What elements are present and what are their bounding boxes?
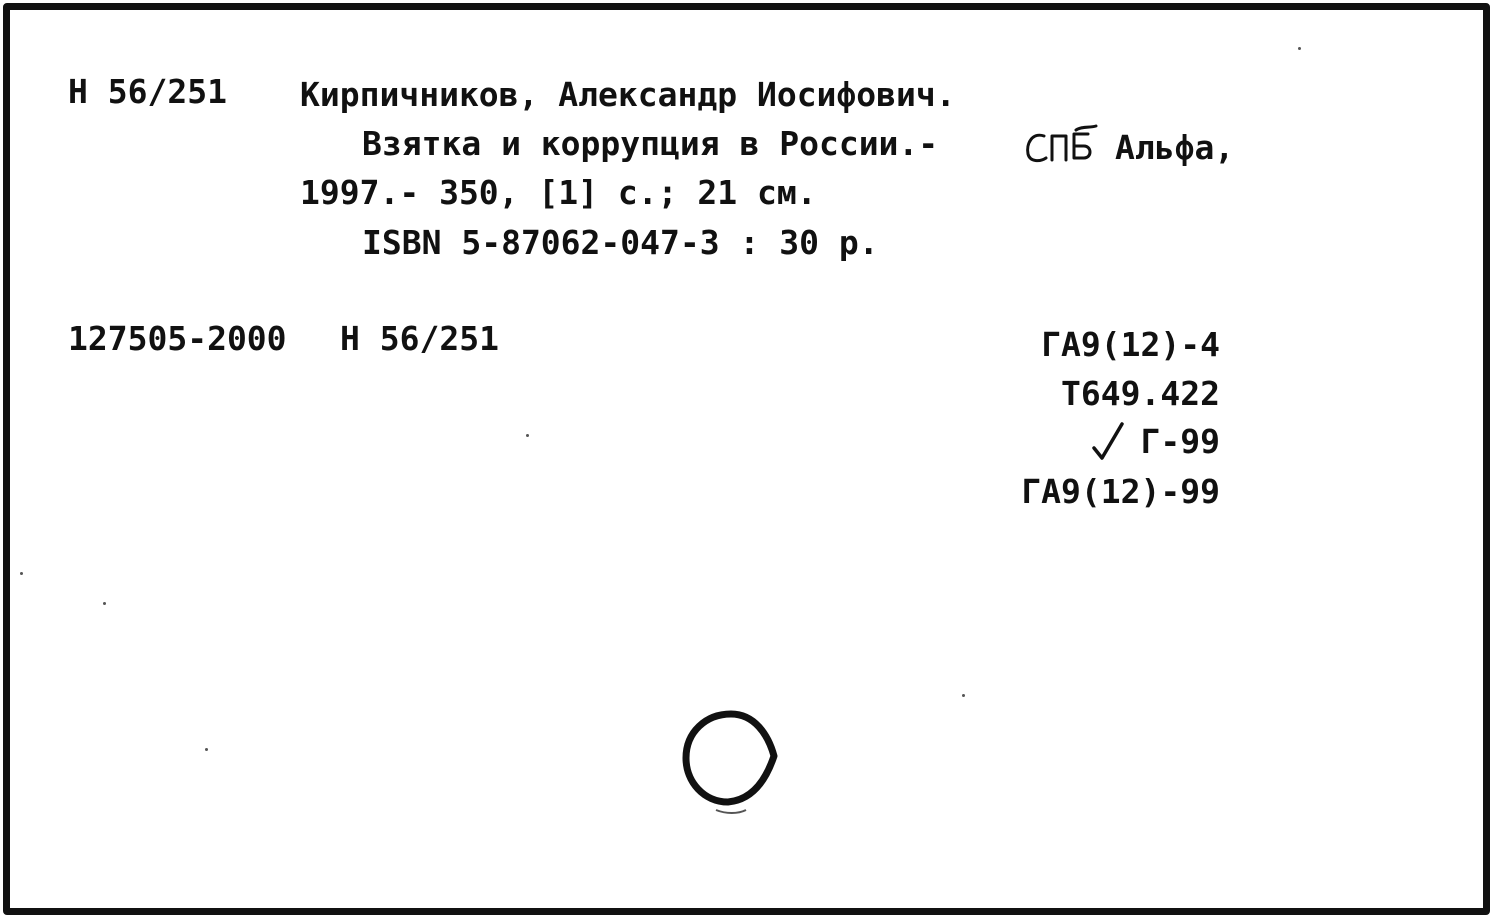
classification-1: ГА9(12)-4: [1041, 325, 1220, 364]
publisher: Альфа,: [1115, 128, 1235, 167]
punch-hole-circle: [676, 706, 786, 818]
imprint-line: 1997.- 350, [1] с.; 21 см.: [300, 173, 817, 212]
call-number: Н 56/251: [68, 72, 227, 111]
speck: [1298, 47, 1301, 50]
author-heading: Кирпичников, Александр Иосифович.: [300, 75, 956, 114]
speck: [205, 748, 208, 751]
check-mark-icon: [1090, 420, 1130, 464]
speck: [20, 572, 23, 575]
handwritten-city-spb: [1010, 122, 1120, 170]
classification-3: Г-99: [1140, 422, 1220, 461]
isbn-line: ISBN 5-87062-047-3 : 30 р.: [362, 223, 879, 262]
inventory-number: 127505-2000: [68, 319, 287, 358]
speck: [103, 602, 106, 605]
classification-4: ГА9(12)-99: [1021, 472, 1220, 511]
inventory-call-number: Н 56/251: [340, 319, 499, 358]
title-statement: Взятка и коррупция в России.-: [362, 124, 939, 163]
speck: [962, 694, 965, 697]
classification-2: Т649.422: [1061, 374, 1220, 413]
speck: [526, 434, 529, 437]
